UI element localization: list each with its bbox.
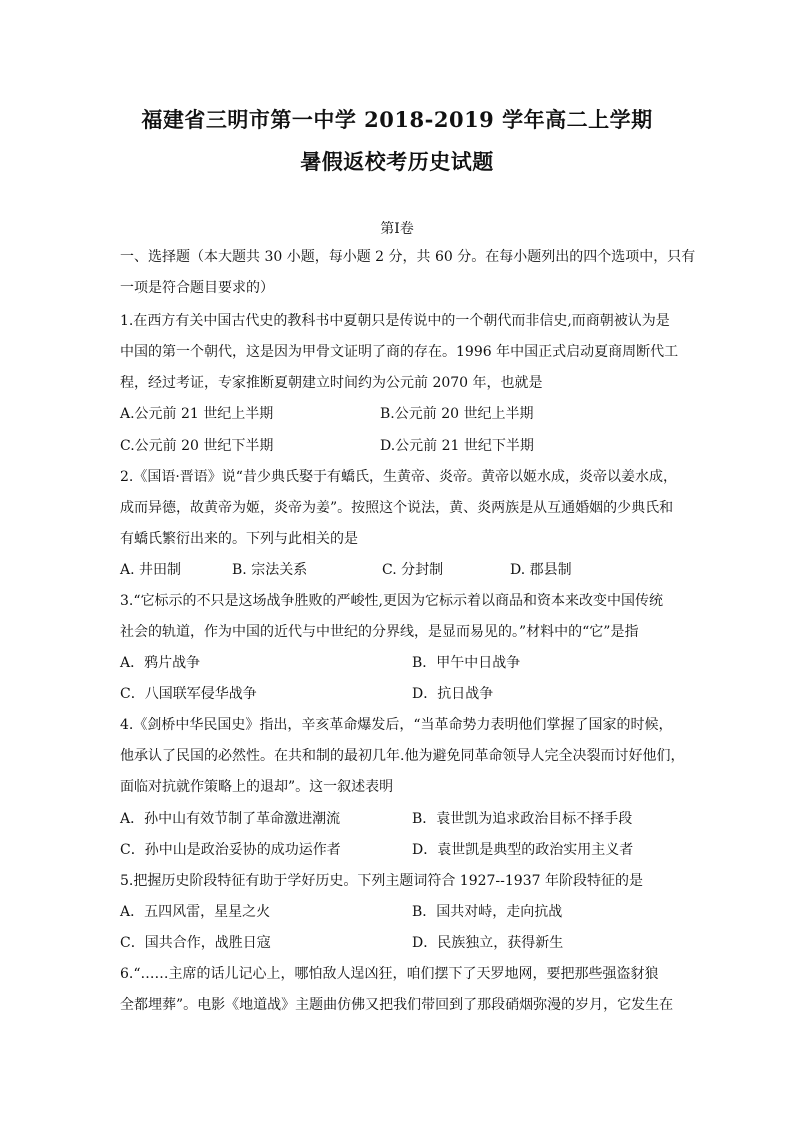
question-1-stem: 中国的第一个朝代，这是因为甲骨文证明了商的存在。1996 年中国正式启动夏商周断代工 [120,344,679,360]
question-5-option-d: D．民族独立，获得新生 [412,935,564,951]
instructions-line: 一项是符合题目要求的） [120,280,274,296]
question-1-option-b: B.公元前 20 世纪上半期 [380,406,534,422]
question-1-option-a: A.公元前 21 世纪上半期 [120,406,274,422]
instructions-line: 一、选择题（本大题共 30 小题，每小题 2 分，共 60 分。在每小题列出的四个选项中，只有 [120,249,696,265]
question-5-option-c: C．国共合作，战胜日寇 [120,935,271,951]
question-4-option-c: C．孙中山是政治妥协的成功运作者 [120,842,341,858]
question-5-option-b: B．国共对峙，走向抗战 [412,904,563,920]
question-1-stem: 程，经过考证，专家推断夏朝建立时间约为公元前 2070 年，也就是 [120,375,543,391]
question-1-option-c: C.公元前 20 世纪下半期 [120,438,274,454]
question-2-option-c: C. 分封制 [382,562,444,578]
question-5-option-a: A．五四风雷，星星之火 [120,904,271,920]
question-4-option-a: A．孙中山有效节制了革命激进潮流 [120,811,341,827]
question-4-option-b: B．袁世凯为追求政治目标不择手段 [412,811,633,827]
question-3-option-a: A．鸦片战争 [120,655,201,671]
volume-heading: 第Ⅰ卷 [380,221,414,237]
page-title-line-2: 暑假返校考历史试题 [300,149,494,174]
question-3-option-c: C．八国联军侵华战争 [120,686,257,702]
question-1-stem: 1.在西方有关中国古代史的教科书中夏朝只是传说中的一个朝代而非信史,而商朝被认为是 [120,313,670,329]
question-2-stem: 2.《国语·晋语》说“昔少典氏娶于有蟜氏，生黄帝、炎帝。黄帝以姬水成，炎帝以姜水成， [120,469,677,485]
question-2-option-a: A. 井田制 [120,562,182,578]
question-4-stem: 面临对抗就作策略上的退却”。这一叙述表明 [120,779,394,795]
question-2-stem: 成而异德，故黄帝为姬，炎帝为姜”。按照这个说法，黄、炎两族是从互通婚姻的少典氏和 [120,500,674,516]
question-4-stem: 4.《剑桥中华民国史》指出，辛亥革命爆发后，“当革命势力表明他们掌握了国家的时候， [120,717,673,733]
page-title-line-1: 福建省三明市第一中学 2018-2019 学年高二上学期 [141,107,653,132]
question-5-stem: 5.把握历史阶段特征有助于学好历史。下列主题词符合 1927--1937 年阶段特征的是 [120,873,643,889]
question-6-stem: 全都埋葬”。电影《地道战》主题曲仿佛又把我们带回到了那段硝烟弥漫的岁月，它发生在 [120,997,674,1013]
question-4-stem: 他承认了民国的必然性。在共和制的最初几年.他为避免同革命领导人完全决裂而讨好他们， [120,748,685,764]
question-1-option-d: D.公元前 21 世纪下半期 [380,438,534,454]
question-3-option-b: B．甲午中日战争 [412,655,521,671]
question-4-option-d: D．袁世凯是典型的政治实用主义者 [412,842,634,858]
question-2-stem: 有蟜氏繁衍出来的。下列与此相关的是 [120,531,358,547]
question-3-option-d: D．抗日战争 [412,686,494,702]
question-3-stem: 社会的轨道，作为中国的近代与中世纪的分界线，是显而易见的。”材料中的“它”是指 [120,624,639,640]
question-2-option-d: D. 郡县制 [510,562,572,578]
question-2-option-b: B. 宗法关系 [232,562,308,578]
question-3-stem: 3.“它标示的不只是这场战争胜败的严峻性,更因为它标示着以商品和资本来改变中国传统 [120,593,663,609]
question-6-stem: 6.“……主席的话儿记心上，哪怕敌人逞凶狂，咱们摆下了天罗地网，要把那些强盗豺狼 [120,966,659,982]
